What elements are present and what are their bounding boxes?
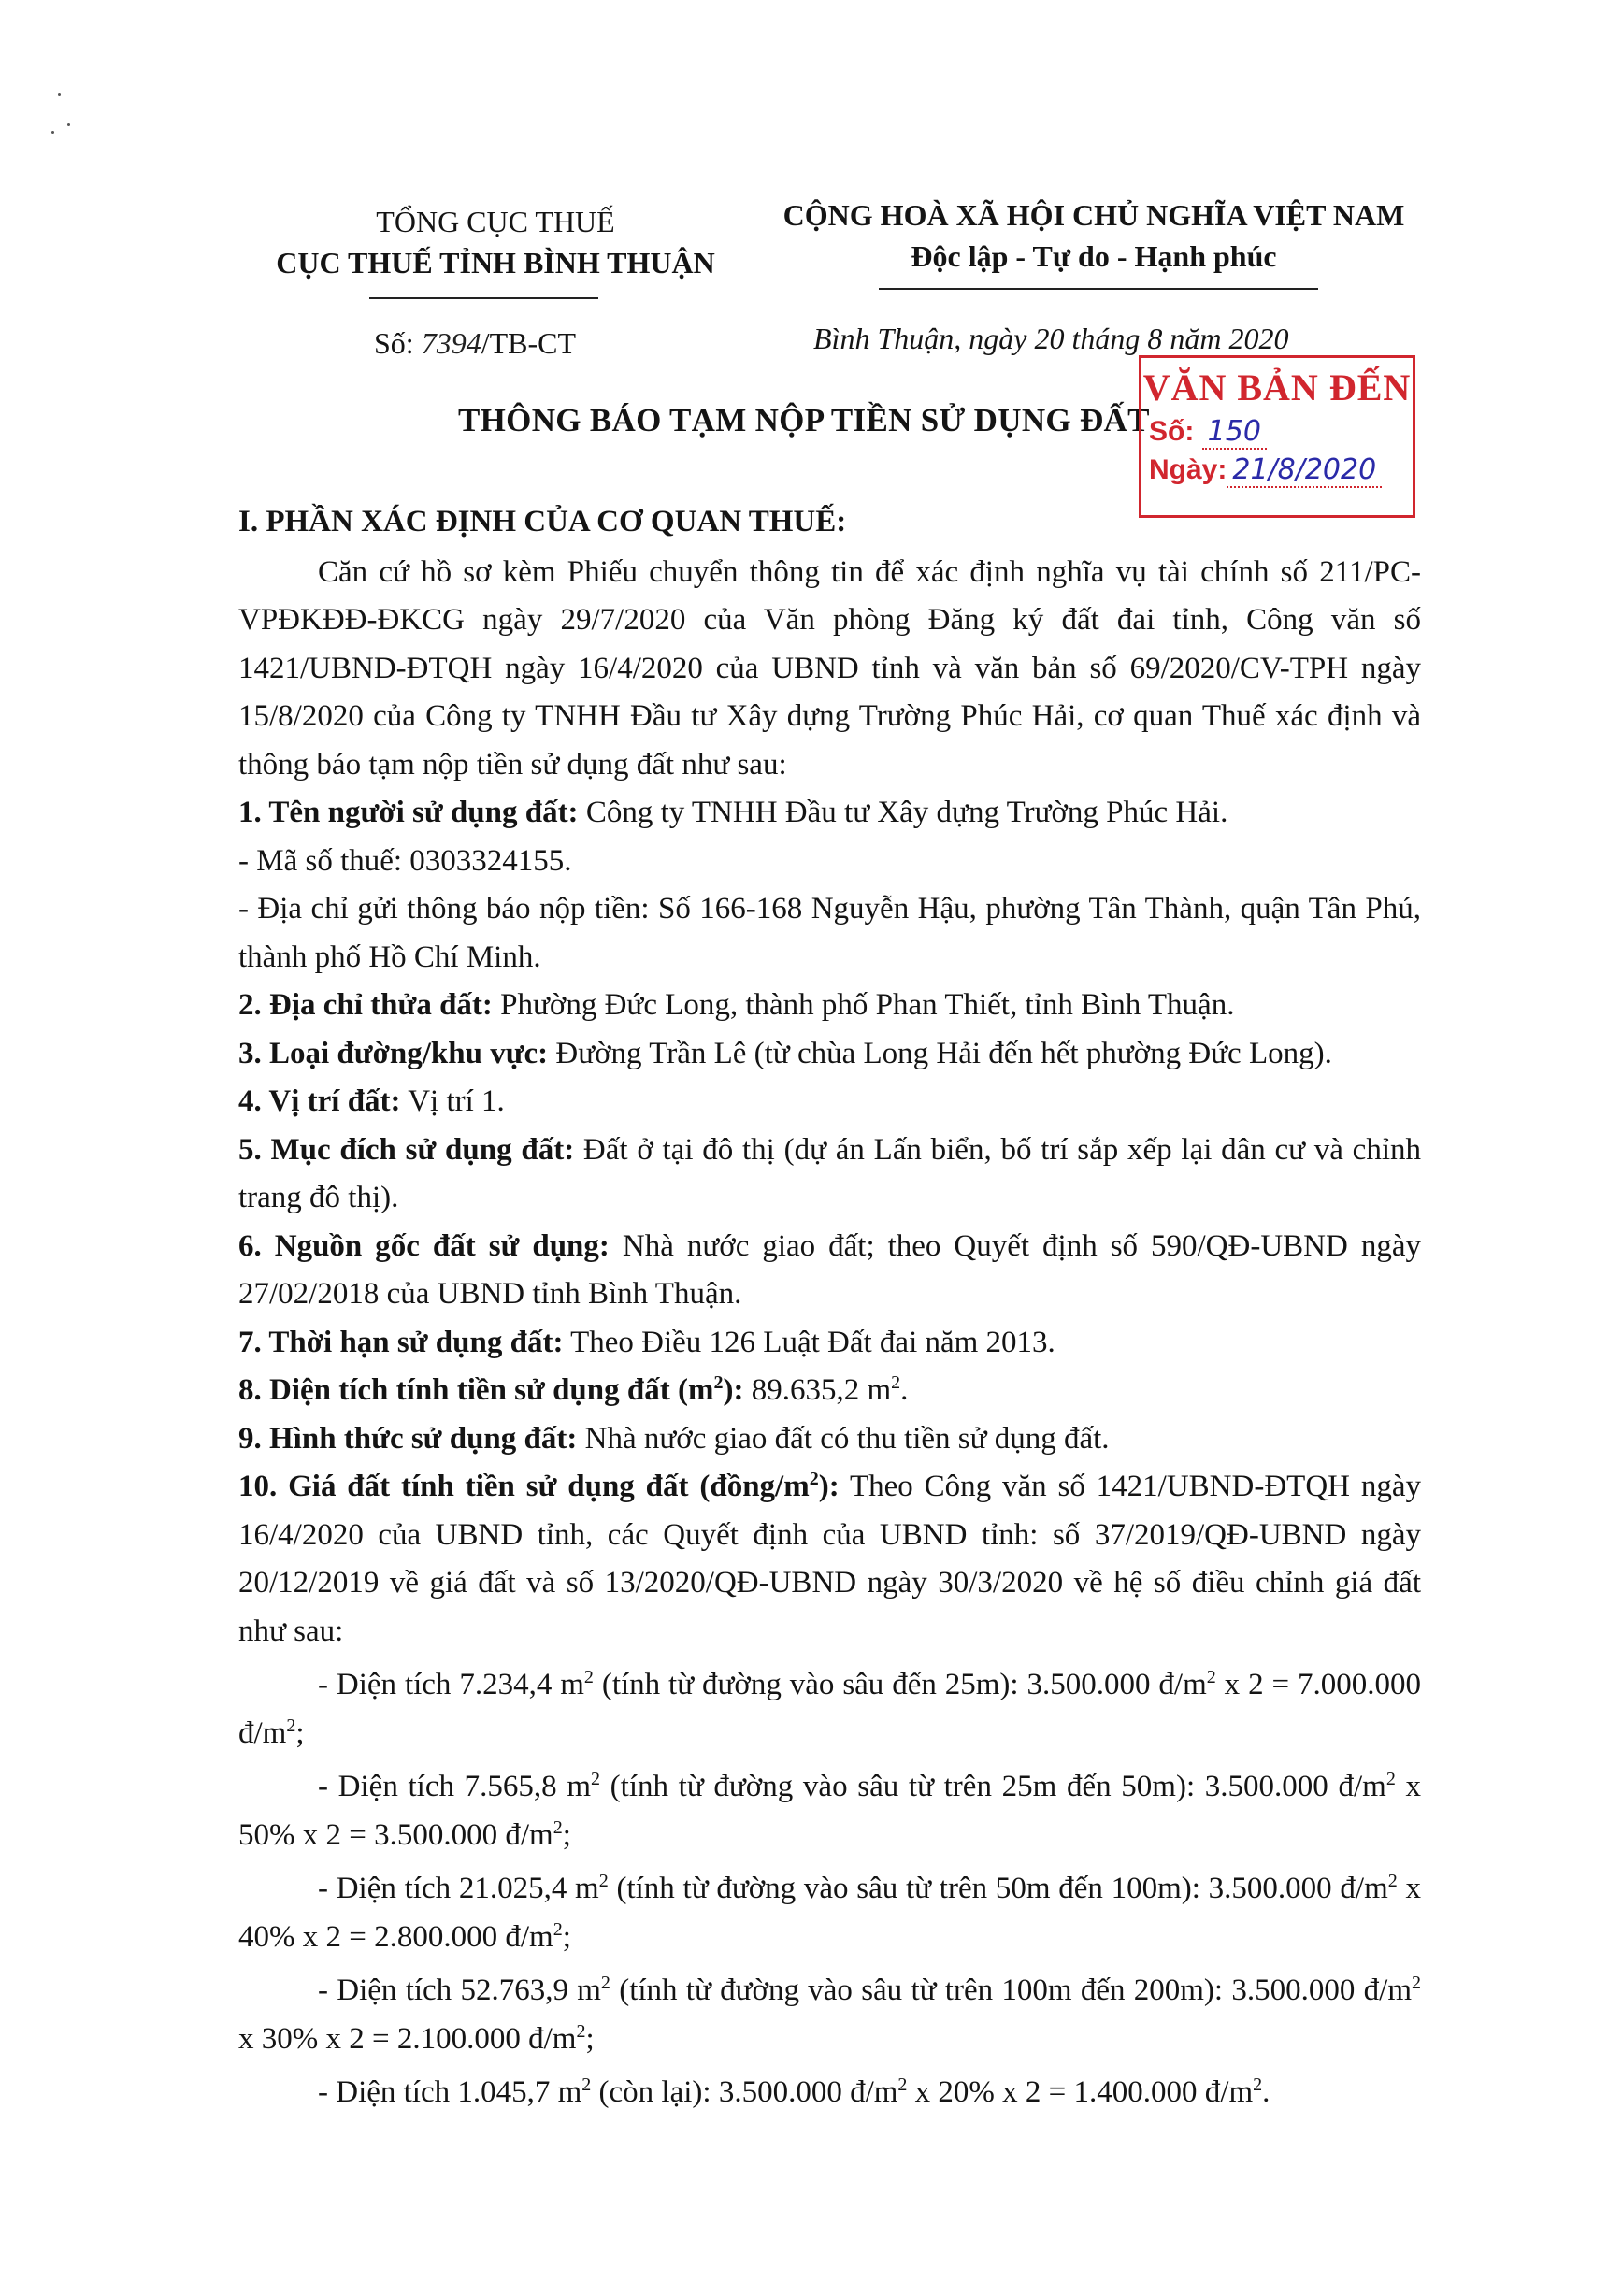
item-2: 2. Địa chỉ thửa đất: Phường Đức Long, thành phố Phan Thiết, tỉnh Bình Thuận.: [238, 988, 1235, 1022]
stamp-number: 150: [1202, 415, 1267, 450]
stamp-date-line: Ngày: 21/8/2020: [1149, 453, 1413, 486]
scan-speck: [67, 123, 70, 126]
item-8: 8. Diện tích tính tiền sử dụng đất $(m^2)$: 89.635,2 $m^2$.: [238, 1372, 909, 1407]
price-line-2: - Diện tích 7.565,8 $m^2$ (tính từ đường vào sâu từ trên 25m đến 50m): 3.500.000 $đ/m^2$ x 50% x 2 = 3.500.000 $đ/m^2$;: [238, 1769, 1421, 1852]
item-1: 1. Tên người sử dụng đất: Công ty TNHH Đầu tư Xây dựng Trường Phúc Hải.: [238, 796, 1228, 829]
price-line-1: - Diện tích 7.234,4 $m^2$ (tính từ đường vào sâu đến 25m): 3.500.000 $đ/m^2$ x 2 = 7.000.000 $đ/m^2$;: [238, 1667, 1421, 1750]
motto-underline: [879, 288, 1318, 290]
issue-date: Bình Thuận, ngày 20 tháng 8 năm 2020: [813, 322, 1289, 355]
item-10: 10. Giá đất tính tiền sử dụng đất $(đồng/m^2)$: Theo Công văn số 1421/UBND-ĐTQH ngày 16/4/2020 của UBND tỉnh, các Quyết định của UBND tỉnh: số 37/2019/QĐ-UBND ngày 20/12/2019 về giá đất và số 13/2020/QĐ-UBND ngày 30/3/2020 về hệ số điều chỉnh giá đất như sau:: [238, 1469, 1421, 1648]
handwritten-month: 8: [1147, 322, 1163, 355]
item-7: 7. Thời hạn sử dụng đất: Theo Điều 126 Luật Đất đai năm 2013.: [238, 1325, 1055, 1359]
motto: Độc lập - Tự do - Hạnh phúc: [911, 239, 1277, 273]
stamp-number-line: Số: 150: [1149, 415, 1413, 448]
item-6: 6. Nguồn gốc đất sử dụng: Nhà nước giao đất; theo Quyết định số 590/QĐ-UBND ngày 27/02/2018 của UBND tỉnh Bình Thuận.: [238, 1228, 1421, 1311]
agency-name: CỤC THUẾ TỈNH BÌNH THUẬN: [276, 246, 715, 280]
document-title: THÔNG BÁO TẠM NỘP TIỀN SỬ DỤNG ĐẤT: [458, 402, 1150, 438]
stamp-title: VĂN BẢN ĐẾN: [1142, 366, 1412, 409]
document-number: Số: 7394/TB-CT: [374, 326, 577, 360]
nation-header: [748, 194, 1440, 277]
price-line-4: - Diện tích 52.763,9 $m^2$ (tính từ đường vào sâu từ trên 100m đến 200m): 3.500.000 $đ/m^2$ x 30% x 2 = 2.100.000 $đ/m^2$;: [238, 1973, 1421, 2056]
item-5: 5. Mục đích sử dụng đất: Đất ở tại đô thị (dự án Lấn biển, bố trí sắp xếp lại dân cư và chỉnh trang đô thị).: [238, 1132, 1421, 1214]
scan-speck: [58, 93, 61, 96]
item-9: 9. Hình thức sử dụng đất: Nhà nước giao đất có thu tiền sử dụng đất.: [238, 1421, 1110, 1456]
agency-parent: TỔNG CỤC THUẾ: [376, 205, 615, 238]
item-3: 3. Loại đường/khu vực: Đường Trần Lê (từ chùa Long Hải đến hết phường Đức Long).: [238, 1036, 1332, 1070]
price-line-5: - Diện tích 1.045,7 $m^2$ (còn lại): 3.500.000 $đ/m^2$ x 20% x 2 = 1.400.000 $đ/m^2$.: [318, 2074, 1270, 2109]
item-1-address: - Địa chỉ gửi thông báo nộp tiền: Số 166-168 Nguyễn Hậu, phường Tân Thành, quận Tân Phú, thành phố Hồ Chí Minh.: [238, 892, 1421, 974]
received-stamp: [1139, 355, 1415, 518]
nation-name: CỘNG HOÀ XÃ HỘI CHỦ NGHĨA VIỆT NAM: [782, 198, 1405, 232]
document-body: [238, 498, 1421, 2117]
item-4: 4. Vị trí đất: Vị trí 1.: [238, 1084, 505, 1118]
price-line-3: - Diện tích 21.025,4 $m^2$ (tính từ đường vào sâu từ trên 50m đến 100m): 3.500.000 $đ/m^2$ x 40% x 2 = 2.800.000 $đ/m^2$;: [238, 1871, 1421, 1954]
section-heading: I. PHẦN XÁC ĐỊNH CỦA CƠ QUAN THUẾ:: [238, 505, 847, 538]
stamp-date: 21/8/2020: [1227, 453, 1382, 488]
handwritten-day: 20: [1034, 322, 1065, 355]
item-1-tax-code: - Mã số thuế: 0303324155.: [238, 843, 572, 878]
intro-paragraph: Căn cứ hồ sơ kèm Phiếu chuyển thông tin để xác định nghĩa vụ tài chính số 211/PC-VPĐKĐĐ-ĐKCG ngày 29/7/2020 của Văn phòng Đăng ký đất đai tỉnh, Công văn số 1421/UBND-ĐTQH ngày 16/4/2020 của UBND tỉnh và văn bản số 69/2020/CV-TPH ngày 15/8/2020 của Công ty TNHH Đầu tư Xây dựng Trường Phúc Hải, cơ quan Thuế xác định và thông báo tạm nộp tiền sử dụng đất như sau:: [238, 554, 1421, 782]
handwritten-doc-no: 7394: [421, 326, 481, 360]
scan-speck: [51, 131, 54, 134]
agency-header: [234, 201, 757, 283]
agency-underline: [369, 297, 598, 299]
